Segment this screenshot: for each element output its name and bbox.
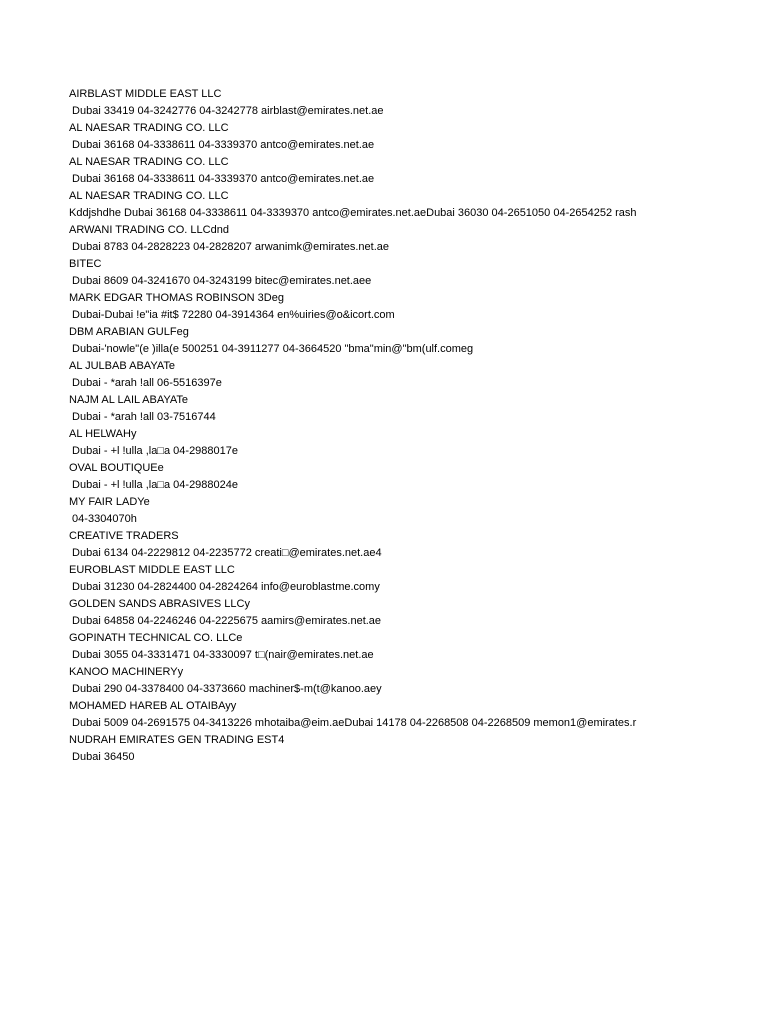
- text-line: Dubai - +l !ulla ,la□a 04-2988024e: [69, 479, 239, 491]
- text-line: Dubai 3055 04-3331471 04-3330097 t□(nair@emirates.net.ae: [69, 649, 374, 661]
- text-line: Dubai-'nowle"(e )illa(e 500251 04-3911277 04-3664520 "bma"min@"bm(ulf.comeg: [69, 343, 474, 355]
- text-line: GOLDEN SANDS ABRASIVES LLCy: [69, 598, 250, 610]
- text-line: Dubai 31230 04-2824400 04-2824264 info@euroblastme.comy: [69, 581, 380, 593]
- text-line: Dubai 8609 04-3241670 04-3243199 bitec@emirates.net.aee: [69, 275, 372, 287]
- text-line: NUDRAH EMIRATES GEN TRADING EST4: [69, 734, 285, 746]
- text-line: 04-3304070h: [69, 513, 137, 525]
- text-line: DBM ARABIAN GULFeg: [69, 326, 189, 338]
- text-line: Dubai 5009 04-2691575 04-3413226 mhotaiba@eim.aeDubai 14178 04-2268508 04-2268509 memon1@emirates.r: [69, 717, 637, 729]
- text-line: BITEC: [69, 258, 102, 270]
- text-line: NAJM AL LAIL ABAYATe: [69, 394, 189, 406]
- text-line: Dubai - *arah !all 06-5516397e: [69, 377, 222, 389]
- text-line: Dubai 36168 04-3338611 04-3339370 antco@emirates.net.ae: [69, 139, 375, 151]
- text-line: Dubai 8783 04-2828223 04-2828207 arwanimk@emirates.net.ae: [69, 241, 389, 253]
- text-line: ARWANI TRADING CO. LLCdnd: [69, 224, 229, 236]
- text-line: AL HELWAHy: [69, 428, 137, 440]
- text-line: AL NAESAR TRADING CO. LLC: [69, 190, 229, 202]
- text-line: Kddjshdhe Dubai 36168 04-3338611 04-3339370 antco@emirates.net.aeDubai 36030 04-2651050 04-2654252 rash: [69, 207, 637, 219]
- text-line: AIRBLAST MIDDLE EAST LLC: [69, 88, 222, 100]
- text-line: GOPINATH TECHNICAL CO. LLCe: [69, 632, 243, 644]
- text-line: AL NAESAR TRADING CO. LLC: [69, 122, 229, 134]
- text-line: MY FAIR LADYe: [69, 496, 150, 508]
- text-line: Dubai 6134 04-2229812 04-2235772 creati□@emirates.net.ae4: [69, 547, 382, 559]
- text-line: CREATIVE TRADERS: [69, 530, 179, 542]
- text-line: Dubai 36168 04-3338611 04-3339370 antco@emirates.net.ae: [69, 173, 375, 185]
- text-line: KANOO MACHINERYy: [69, 666, 184, 678]
- text-line: OVAL BOUTIQUEe: [69, 462, 164, 474]
- text-line: AL JULBAB ABAYATe: [69, 360, 175, 372]
- text-line: Dubai 33419 04-3242776 04-3242778 airblast@emirates.net.ae: [69, 105, 384, 117]
- text-line: AL NAESAR TRADING CO. LLC: [69, 156, 229, 168]
- text-line: Dubai - +l !ulla ,la□a 04-2988017e: [69, 445, 239, 457]
- text-line: Dubai-Dubai !e"ia #it$ 72280 04-3914364 en%uiries@o&icort.com: [69, 309, 395, 321]
- text-line: MARK EDGAR THOMAS ROBINSON 3Deg: [69, 292, 284, 304]
- text-line: Dubai - *arah !all 03-7516744: [69, 411, 216, 423]
- text-line: MOHAMED HAREB AL OTAIBAyy: [69, 700, 237, 712]
- text-line: Dubai 64858 04-2246246 04-2225675 aamirs@emirates.net.ae: [69, 615, 382, 627]
- text-line: Dubai 290 04-3378400 04-3373660 machiner$-m(t@kanoo.aey: [69, 683, 382, 695]
- text-line: EUROBLAST MIDDLE EAST LLC: [69, 564, 235, 576]
- directory-listing: [69, 86, 681, 766]
- text-line: Dubai 36450: [69, 751, 135, 763]
